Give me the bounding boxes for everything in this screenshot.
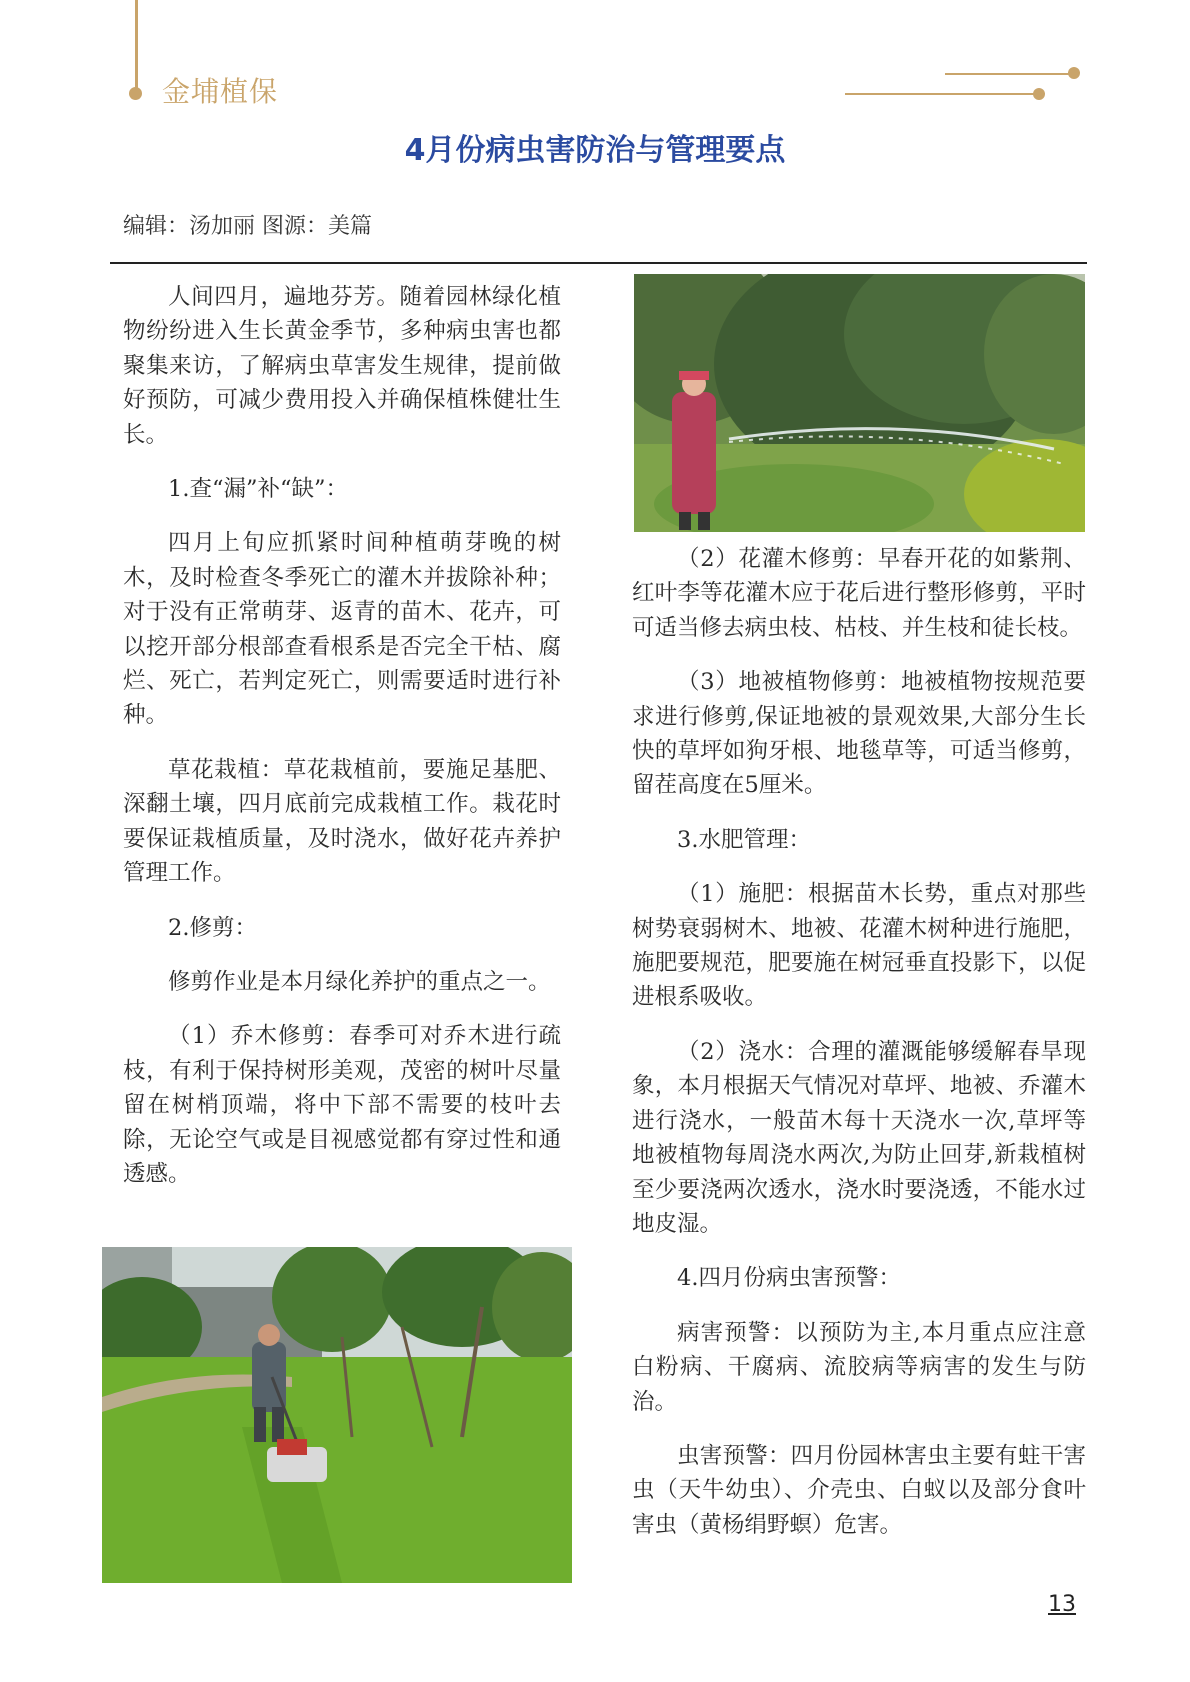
article-title: 4月份病虫害防治与管理要点 [404, 133, 786, 168]
brand-label: 金埔植保 [162, 75, 279, 108]
paragraph-fertilizing: （1）施肥：根据苗木长势，重点对那些树势衰弱树木、地被、花灌木树种进行施肥，施肥要规范，肥要施在树冠垂直投影下，以促进根系吸收。 [632, 881, 1086, 1011]
header-dot-bottom-right [1033, 88, 1045, 100]
paragraph-pruning-intro: 修剪作业是本月绿化养护的重点之一。 [168, 968, 551, 995]
intro-paragraph: 人间四月，遍地芬芳。随着园林绿化植物纷纷进入生长黄金季节，多种病虫害也都聚集来访，了解病虫草害发生规律，提前做好预防，可减少费用投入并确保植株健壮生长。 [123, 284, 561, 448]
left-column [123, 280, 561, 1211]
paragraph-shrub-pruning: （2）花灌木修剪：早春开花的如紫荆、红叶李等花灌木应于花后进行整形修剪，平时可适当修去病虫枝、枯枝、并生枝和徒长枝。 [632, 546, 1086, 641]
photo-watering [634, 274, 1085, 532]
header-line-bottom-right [845, 93, 1040, 95]
article-byline: 编辑：汤加丽 图源：美篇 [123, 214, 372, 239]
paragraph-groundcover-pruning: （3）地被植物修剪：地被植物按规范要求进行修剪,保证地被的景观效果,大部分生长快的草坪如狗牙根、地毯草等，可适当修剪，留茬高度在5厘米。 [632, 669, 1086, 799]
paragraph-watering: （2）浇水：合理的灌溉能够缓解春旱现象，本月根据天气情况对草坪、地被、乔灌木进行浇水，一般苗木每十天浇水一次,草坪等地被植物每周浇水两次,为防止回芽,新栽植树至少要浇两次透水，浇水时要浇透，不能水过地皮湿。 [632, 1038, 1086, 1237]
photo-lawn-mowing [102, 1247, 572, 1583]
section-heading-water-fertilizer: 3.水肥管理： [677, 826, 811, 853]
paragraph-tree-pruning: （1）乔木修剪：春季可对乔木进行疏枝，有利于保持树形美观，茂密的树叶尽量留在树梢顶端，将中下部不需要的枝叶去除，无论空气或是目视感觉都有穿过性和通透感。 [123, 1023, 561, 1187]
section-heading-pest-warning: 4.四月份病虫害预警： [677, 1265, 901, 1292]
right-column [632, 542, 1086, 1562]
page-number: 13 [1048, 1592, 1076, 1617]
paragraph-check: 四月上旬应抓紧时间种植萌芽晚的树木，及时检查冬季死亡的灌木并拔除补种；对于没有正常萌芽、返青的苗木、花卉，可以挖开部分根部查看根系是否完全干枯、腐烂、死亡，若判定死亡，则需要适时进行补种。 [123, 530, 561, 729]
header-dot-left [129, 87, 142, 100]
header-line-top-right [945, 73, 1075, 75]
header-dot-top-right [1068, 67, 1080, 79]
header-vertical-line [135, 0, 138, 88]
paragraph-flower-planting: 草花栽植：草花栽植前，要施足基肥、深翻土壤，四月底前完成栽植工作。栽花时要保证栽植质量，及时浇水，做好花卉养护管理工作。 [123, 756, 561, 887]
paragraph-disease-warning: 病害预警：以预防为主,本月重点应注意白粉病、干腐病、流胶病等病害的发生与防治。 [632, 1319, 1086, 1415]
section-heading-pruning: 2.修剪： [168, 914, 257, 941]
header-divider [110, 262, 1087, 264]
section-heading-check: 1.查“漏”补“缺”： [168, 476, 348, 503]
paragraph-insect-warning: 虫害预警：四月份园林害虫主要有蛀干害虫（天牛幼虫）、介壳虫、白蚁以及部分食叶害虫（黄杨绢野螟）危害。 [632, 1442, 1086, 1538]
